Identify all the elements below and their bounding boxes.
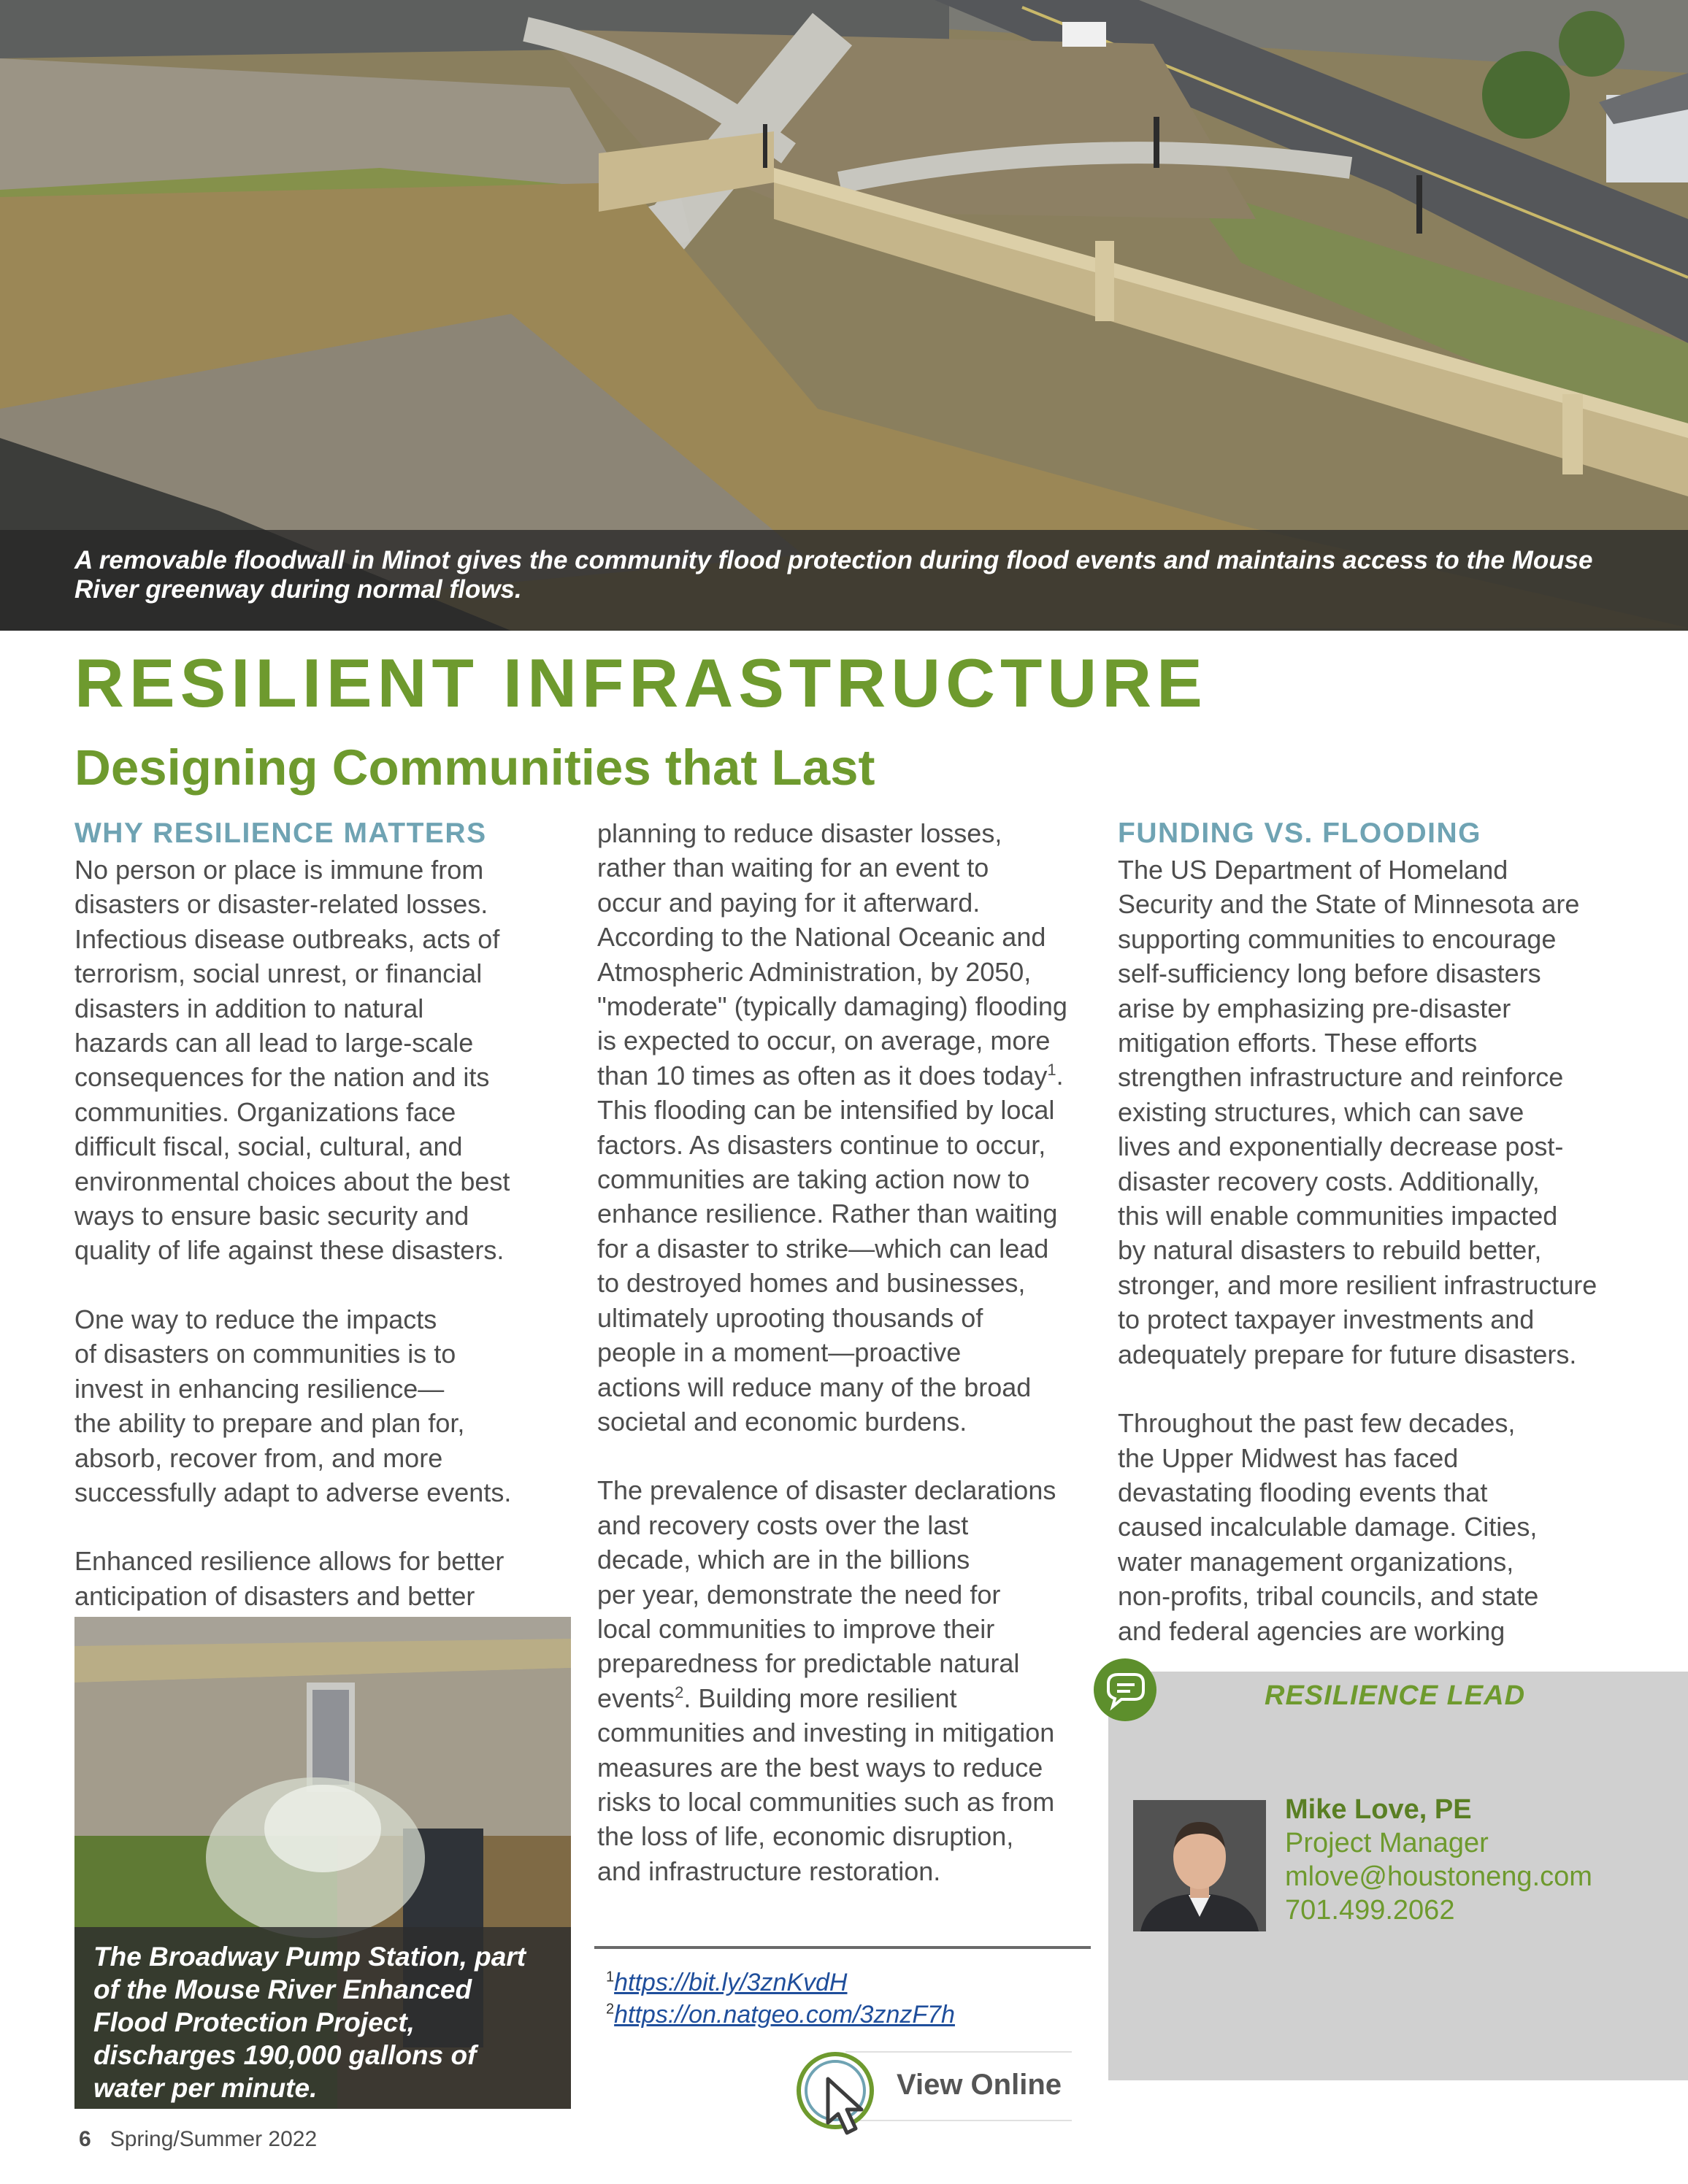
paragraph: The prevalence of disaster declarations and recovery costs over the last decade, which are in the billions per year, demonstrate the need for local communities to improve their preparedness for predictable natural events$^2$. Building more resilient communities and investing in mitigation measures are the best ways to reduce risks to local communities such as from the loss of life, economic disruption, and infrastructure restoration. [597, 1475, 1056, 1886]
column-1 [74, 816, 556, 1613]
paragraph: planning to reduce disaster losses, rather than waiting for an event to occur and paying for it afterward. According to the National Oceanic and Atmospheric Administration, by 2050, "moderate" (typically damaging) flooding is expected to occur, on average, more than 10 times as often as it does today$^1$. This flooding can be intensified by local factors. As disasters continue to occur, communities are taking action now to enhance resilience. Rather than waiting for a disaster to strike—which can lead to destroyed homes and businesses, ultimately uprooting thousands of people in a moment—proactive actions will reduce many of the broad societal and economic burdens. [597, 818, 1067, 1437]
portrait-illustration [1133, 1800, 1266, 1931]
cursor-click-icon [794, 2050, 904, 2137]
avatar [1133, 1800, 1266, 1931]
view-online-button[interactable] [794, 2050, 1079, 2137]
section-heading-why-resilience: WHY RESILIENCE MATTERS [74, 818, 487, 849]
page-subtitle: Designing Communities that Last [74, 739, 875, 796]
section-heading-funding: FUNDING VS. FLOODING [1118, 818, 1481, 849]
footnote-link[interactable]: https://on.natgeo.com/3znzF7h [614, 2001, 955, 2029]
pump-station-photo [74, 1617, 571, 2109]
page-title: RESILIENT INFRASTRUCTURE [74, 645, 1208, 721]
paragraph: Throughout the past few decades, the Upper Midwest has faced devastating flooding events that caused incalculable damage. Cities, water management organizations, non-profits, tribal councils, and state and federal agencies are working [1118, 1408, 1539, 1646]
paragraph: One way to reduce the impacts of disasters on communities is to invest in enhancing resilience— the ability to prepare and plan for, absorb, recover from, and more successfully adapt to adverse events. [74, 1304, 512, 1507]
column-2 [597, 816, 1108, 1888]
contact-name: Mike Love, PE [1285, 1794, 1472, 1825]
view-online-label: View Online [897, 2069, 1062, 2101]
footnote-divider [594, 1946, 1091, 1949]
page-footer [79, 2127, 317, 2152]
pump-caption [74, 1927, 571, 2109]
contact-phone[interactable]: 701.499.2062 [1285, 1895, 1455, 1926]
contact-email[interactable]: mlove@houstoneng.com [1285, 1861, 1592, 1892]
contact-role: Project Manager [1285, 1828, 1489, 1858]
pump-caption-text: The Broadway Pump Station, part of the Mouse River Enhanced Flood Protection Project, discharges 190,000 gallons of water per minute. [93, 1942, 526, 2103]
hero-caption [0, 530, 1688, 631]
contact-info [1285, 1793, 1592, 1927]
page-number: 6 [79, 2127, 91, 2151]
footnote-1: $^1$https://bit.ly/3znKvdH [606, 1969, 848, 1996]
paragraph: Enhanced resilience allows for better anticipation of disasters and better [74, 1546, 505, 1611]
footnote-2: $^2$https://on.natgeo.com/3znzF7h [606, 2001, 955, 2029]
paragraph: The US Department of Homeland Security and the State of Minnesota are supporting communities to encourage self-sufficiency long before disasters arise by emphasizing pre-disaster mitigation efforts. These efforts strengthen infrastructure and reinforce existing structures, which can save lives and exponentially decrease post- disaster recovery costs. Additionally, this will enable communities impacted by natural disasters to rebuild better, stronger, and more resilient infrastructure to protect taxpayer investments and adequately prepare for future disasters. [1118, 855, 1597, 1369]
chat-bubble-icon [1094, 1658, 1156, 1721]
hero-photo [0, 0, 1688, 631]
hero-caption-text: A removable floodwall in Minot gives the community flood protection during flood events and maintains access to the Mouse River greenway during normal flows. [74, 546, 1593, 604]
footnote-link[interactable]: https://bit.ly/3znKvdH [614, 1969, 848, 1996]
column-3 [1118, 816, 1643, 1648]
paragraph: No person or place is immune from disasters or disaster-related losses. Infectious disease outbreaks, acts of terrorism, social unrest, or financial disasters in addition to natural hazards can all lead to large-scale consequences for the nation and its communities. Organizations face difficult fiscal, social, cultural, and environmental choices about the best ways to ensure basic security and quality of life against these disasters. [74, 855, 510, 1266]
issue-label: Spring/Summer 2022 [110, 2127, 318, 2151]
resilience-lead-title: RESILIENCE LEAD [1265, 1680, 1526, 1711]
